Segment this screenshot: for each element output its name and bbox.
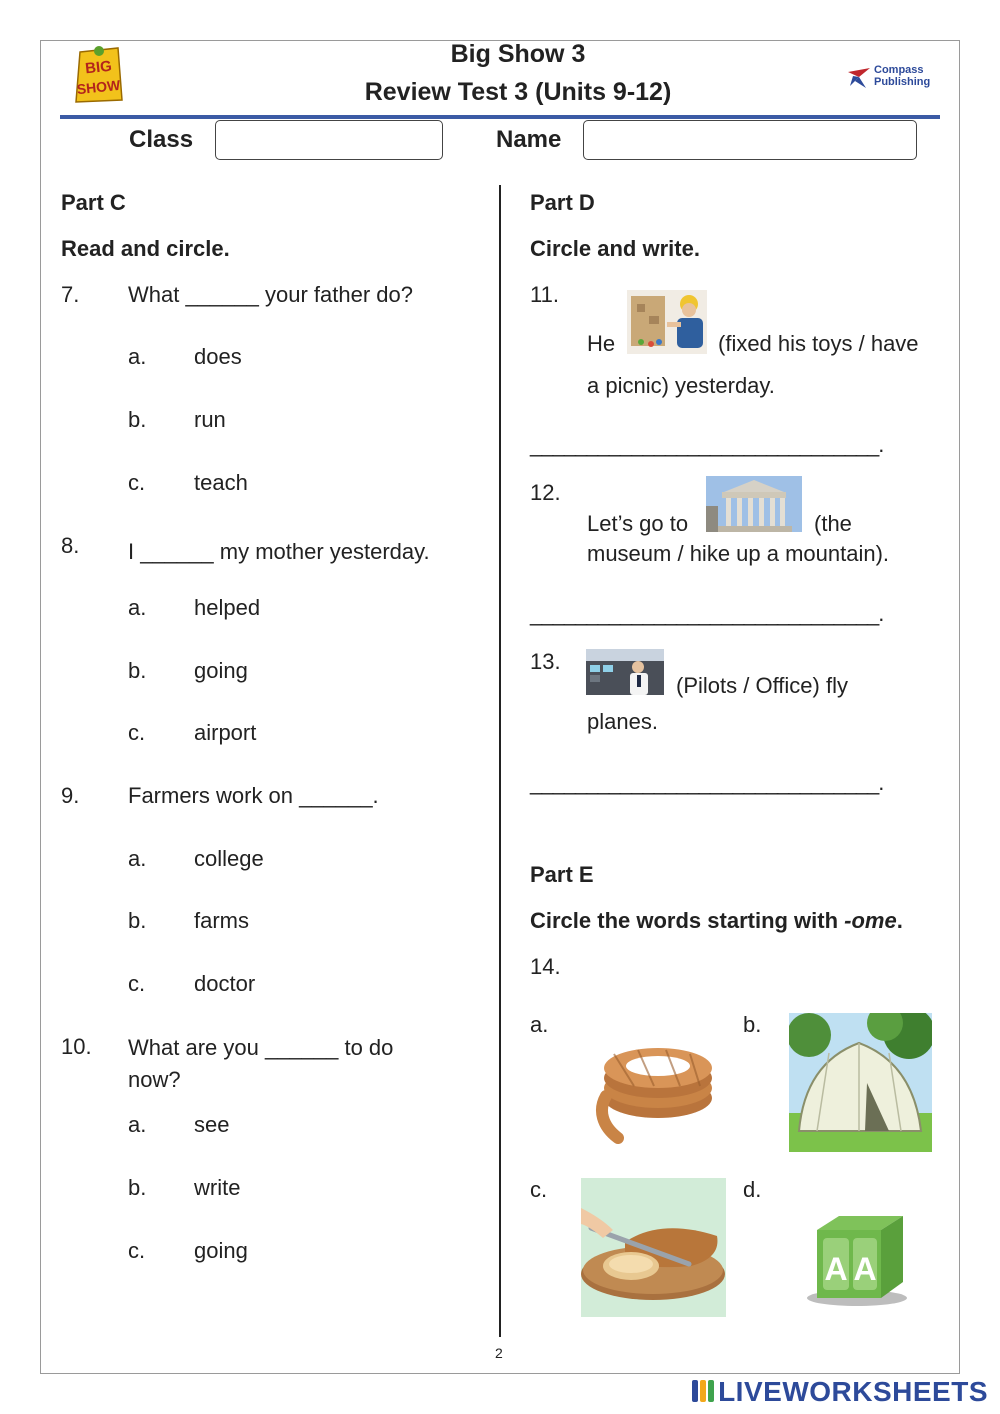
option-text[interactable]: see <box>194 1112 230 1137</box>
item-text-after: (fixed his toys / have <box>718 331 919 356</box>
option-letter: c. <box>530 1177 548 1202</box>
part-d-instruction: Circle and write. <box>530 236 700 261</box>
option-letter: b. <box>128 908 147 933</box>
part-c-instruction: Read and circle. <box>61 236 230 261</box>
publisher-name-2: Publishing <box>874 76 931 88</box>
item-number: 14. <box>530 954 561 979</box>
item-text-before: Let’s go to <box>587 511 689 536</box>
part-c-heading: Part C <box>61 190 126 215</box>
question-number: 8. <box>61 533 80 558</box>
option-text[interactable]: teach <box>194 470 248 495</box>
liveworksheets-logo-icon <box>692 1378 714 1404</box>
item-number: 11. <box>530 282 559 307</box>
question-number: 9. <box>61 783 80 808</box>
svg-text:A: A <box>824 1251 848 1287</box>
block-picture[interactable] <box>803 1212 909 1308</box>
publisher-logo <box>846 62 936 92</box>
compass-star-icon <box>846 64 872 90</box>
class-input[interactable] <box>215 120 443 160</box>
liveworksheets-brand[interactable]: LIVEWORKSHEETS <box>718 1376 988 1407</box>
instruction-text: Circle the words starting with <box>530 908 845 933</box>
part-d-heading: Part D <box>530 190 595 215</box>
item-text-line2: museum / hike up a mountain). <box>587 541 890 566</box>
museum-picture <box>706 476 802 532</box>
header-rule <box>60 115 940 119</box>
question-text: I ______ my mother yesterday. <box>128 539 430 564</box>
option-text[interactable]: helped <box>194 595 261 620</box>
pilot-picture <box>586 649 664 695</box>
item-number: 13. <box>530 649 561 674</box>
option-letter: a. <box>128 344 147 369</box>
option-text[interactable]: doctor <box>194 971 256 996</box>
bread-picture[interactable] <box>581 1178 726 1317</box>
option-letter: a. <box>530 1012 549 1037</box>
item-text-before: He <box>587 331 616 356</box>
part-e-instruction <box>530 906 903 936</box>
option-letter: c. <box>128 720 146 745</box>
answer-line[interactable]: _______________________________. <box>530 770 884 795</box>
option-letter: b. <box>128 658 147 683</box>
question-text: What are you ______ to do now? <box>128 1035 394 1092</box>
option-letter: c. <box>128 1238 146 1263</box>
question-text: What ______ your father do? <box>128 282 413 307</box>
item-text-line2: planes. <box>587 709 658 734</box>
option-letter: b. <box>743 1012 762 1037</box>
svg-text:BIG: BIG <box>84 57 113 78</box>
name-label: Name <box>496 126 562 153</box>
option-letter: a. <box>128 1112 147 1137</box>
item-text-line2: a picnic) yesterday. <box>587 373 775 398</box>
option-letter: b. <box>128 407 147 432</box>
question-number: 7. <box>61 282 80 307</box>
question-text: Farmers work on ______. <box>128 783 379 808</box>
instruction-period: . <box>896 908 903 933</box>
column-divider <box>499 185 501 1337</box>
publisher-name-1: Compass <box>874 64 924 76</box>
option-letter: c. <box>128 971 146 996</box>
name-input[interactable] <box>583 120 917 160</box>
part-e-heading: Part E <box>530 862 594 887</box>
option-text[interactable]: farms <box>194 908 249 933</box>
instruction-emphasis: -ome <box>844 908 897 933</box>
option-text[interactable]: college <box>194 846 264 871</box>
item-text-after: (the <box>814 511 852 536</box>
option-letter: a. <box>128 595 147 620</box>
tent-picture[interactable] <box>789 1013 932 1152</box>
boy-fixing-toys-picture <box>627 290 707 354</box>
answer-line[interactable]: _______________________________. <box>530 601 884 626</box>
option-text[interactable]: run <box>194 407 226 432</box>
option-text[interactable]: going <box>194 658 248 683</box>
class-label: Class <box>129 126 194 153</box>
item-number: 12. <box>530 480 561 505</box>
svg-text:A: A <box>853 1251 877 1287</box>
option-text[interactable]: write <box>194 1175 241 1200</box>
page-title: Big Show 3 <box>450 40 586 68</box>
question-number: 10. <box>61 1034 92 1059</box>
rope-picture[interactable] <box>594 1040 714 1144</box>
answer-line[interactable]: _______________________________. <box>530 432 884 457</box>
option-text[interactable]: going <box>194 1238 248 1263</box>
option-letter: d. <box>743 1177 762 1202</box>
option-letter: a. <box>128 846 147 871</box>
item-text-after: (Pilots / Office) fly <box>676 673 848 698</box>
option-text[interactable]: does <box>194 344 242 369</box>
option-letter: b. <box>128 1175 147 1200</box>
page-subtitle: Review Test 3 (Units 9-12) <box>364 78 672 106</box>
option-text[interactable]: airport <box>194 720 257 745</box>
option-letter: c. <box>128 470 146 495</box>
svg-text:SHOW: SHOW <box>75 76 121 98</box>
page-number: 2 <box>495 1345 503 1361</box>
